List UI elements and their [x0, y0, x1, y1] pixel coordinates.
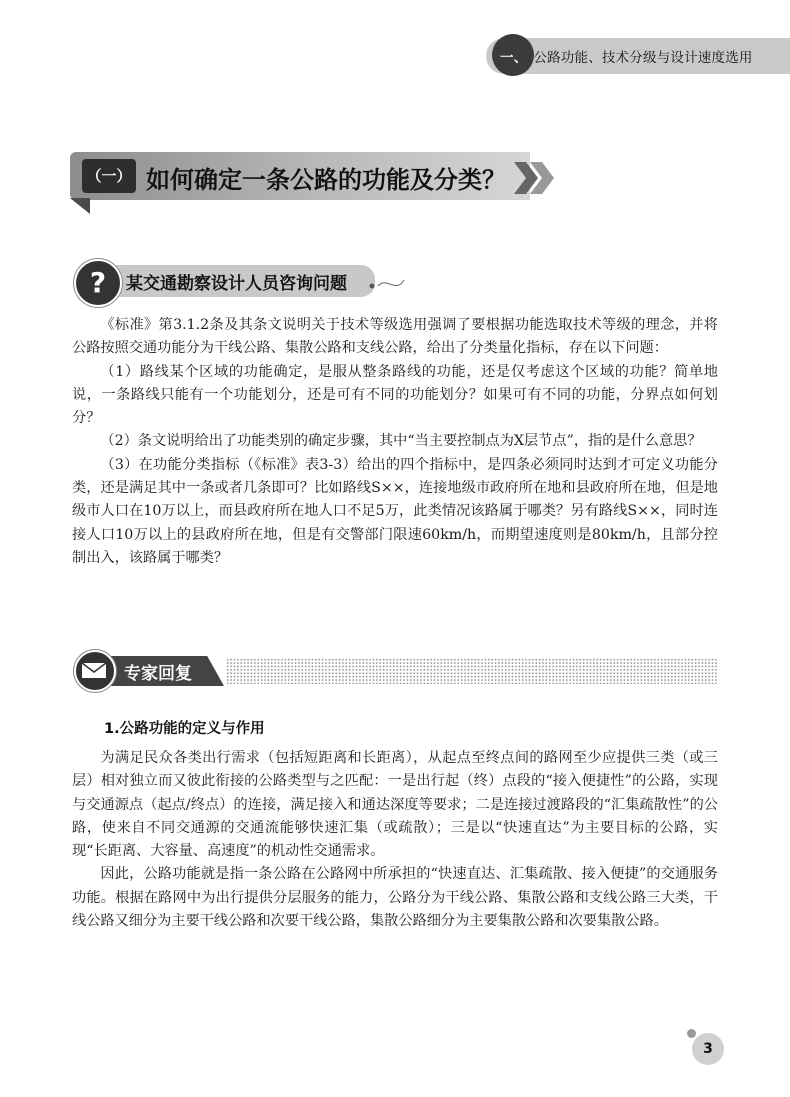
- page-number: 3: [703, 1041, 713, 1057]
- chapter-number: 一、: [500, 50, 528, 66]
- running-header: [486, 34, 790, 76]
- running-header-text: [500, 46, 753, 66]
- section-title: 如何确定一条公路的功能及分类？: [146, 166, 506, 194]
- dotted-divider: [226, 658, 718, 684]
- swirl-decoration-icon: [368, 272, 408, 296]
- chapter-title: 公路功能、技术分级与设计速度选用: [533, 50, 753, 66]
- section-number: （一）: [82, 159, 136, 193]
- question-mark-icon: ?: [89, 266, 107, 299]
- expert-label: 专家回复: [124, 664, 192, 684]
- question-paragraph: （1）路线某个区域的功能确定，是服从整条路线的功能，还是仅考虑这个区域的功能？简单地说，一条路线只能有一个功能划分，还是可有不同的功能划分？如果可有不同的功能，分界点如何划分？: [72, 363, 718, 427]
- question-label: 某交通勘察设计人员咨询问题: [126, 274, 347, 294]
- question-text: [72, 314, 718, 570]
- question-paragraph: 《标准》第3.1.2条及其条文说明关于技术等级选用强调了要根据功能选取技术等级的理念，并将公路按照交通功能分为干线公路、集散公路和支线公路，给出了分类量化指标，存在以下问题：: [72, 317, 718, 357]
- envelope-icon: [81, 660, 107, 680]
- expert-paragraph: 因此，公路功能就是指一条公路在公路网中所承担的“快速直达、汇集疏散、接入便捷”的交通服务功能。根据在路网中为出行提供分层服务的能力，公路分为干线公路、集散公路和支线公路三大类，干线公路又细分为主要干线公路和次要干线公路，集散公路细分为主要集散公路和次要集散公路。: [72, 866, 718, 930]
- expert-text: [72, 747, 718, 933]
- question-paragraph: （3）在功能分类指标（《标准》表3-3）给出的四个指标中，是四条必须同时达到才可定义功能分类，还是满足其中一条或者几条即可？比如路线S××，连接地级市政府所在地和县政府所在地，但是地级市人口在10万以上，而县政府所在地人口不足5万，此类情况该路属于哪类？另有路线S××，同时连接人口10万以上的县政府所在地，但是有交警部门限速60km/h，而期望速度则是80km/h，且部分控制出入，该路属于哪类？: [72, 456, 718, 566]
- expert-paragraph: 为满足民众各类出行需求（包括短距离和长距离），从起点至终点间的路网至少应提供三类（或三层）相对独立而又彼此衔接的公路类型与之匹配：一是出行起（终）点段的“接入便捷性”的公路，实现与交通源点（起点/终点）的连接，满足接入和通达深度等要求；二是连接过渡路段的“汇集疏散性”的公路，使来自不同交通源的交通流能够快速汇集（或疏散）；三是以“快速直达”为主要目标的公路，实现“长距离、大容量、高速度”的机动性交通需求。: [72, 750, 718, 860]
- section-banner-fold: [70, 198, 90, 214]
- subheading: 1.公路功能的定义与作用: [104, 721, 265, 737]
- double-chevron-right-icon: [512, 158, 556, 198]
- question-paragraph: （2）条文说明给出了功能类别的确定步骤，其中“当主要控制点为X层节点”，指的是什么意思？: [100, 433, 702, 450]
